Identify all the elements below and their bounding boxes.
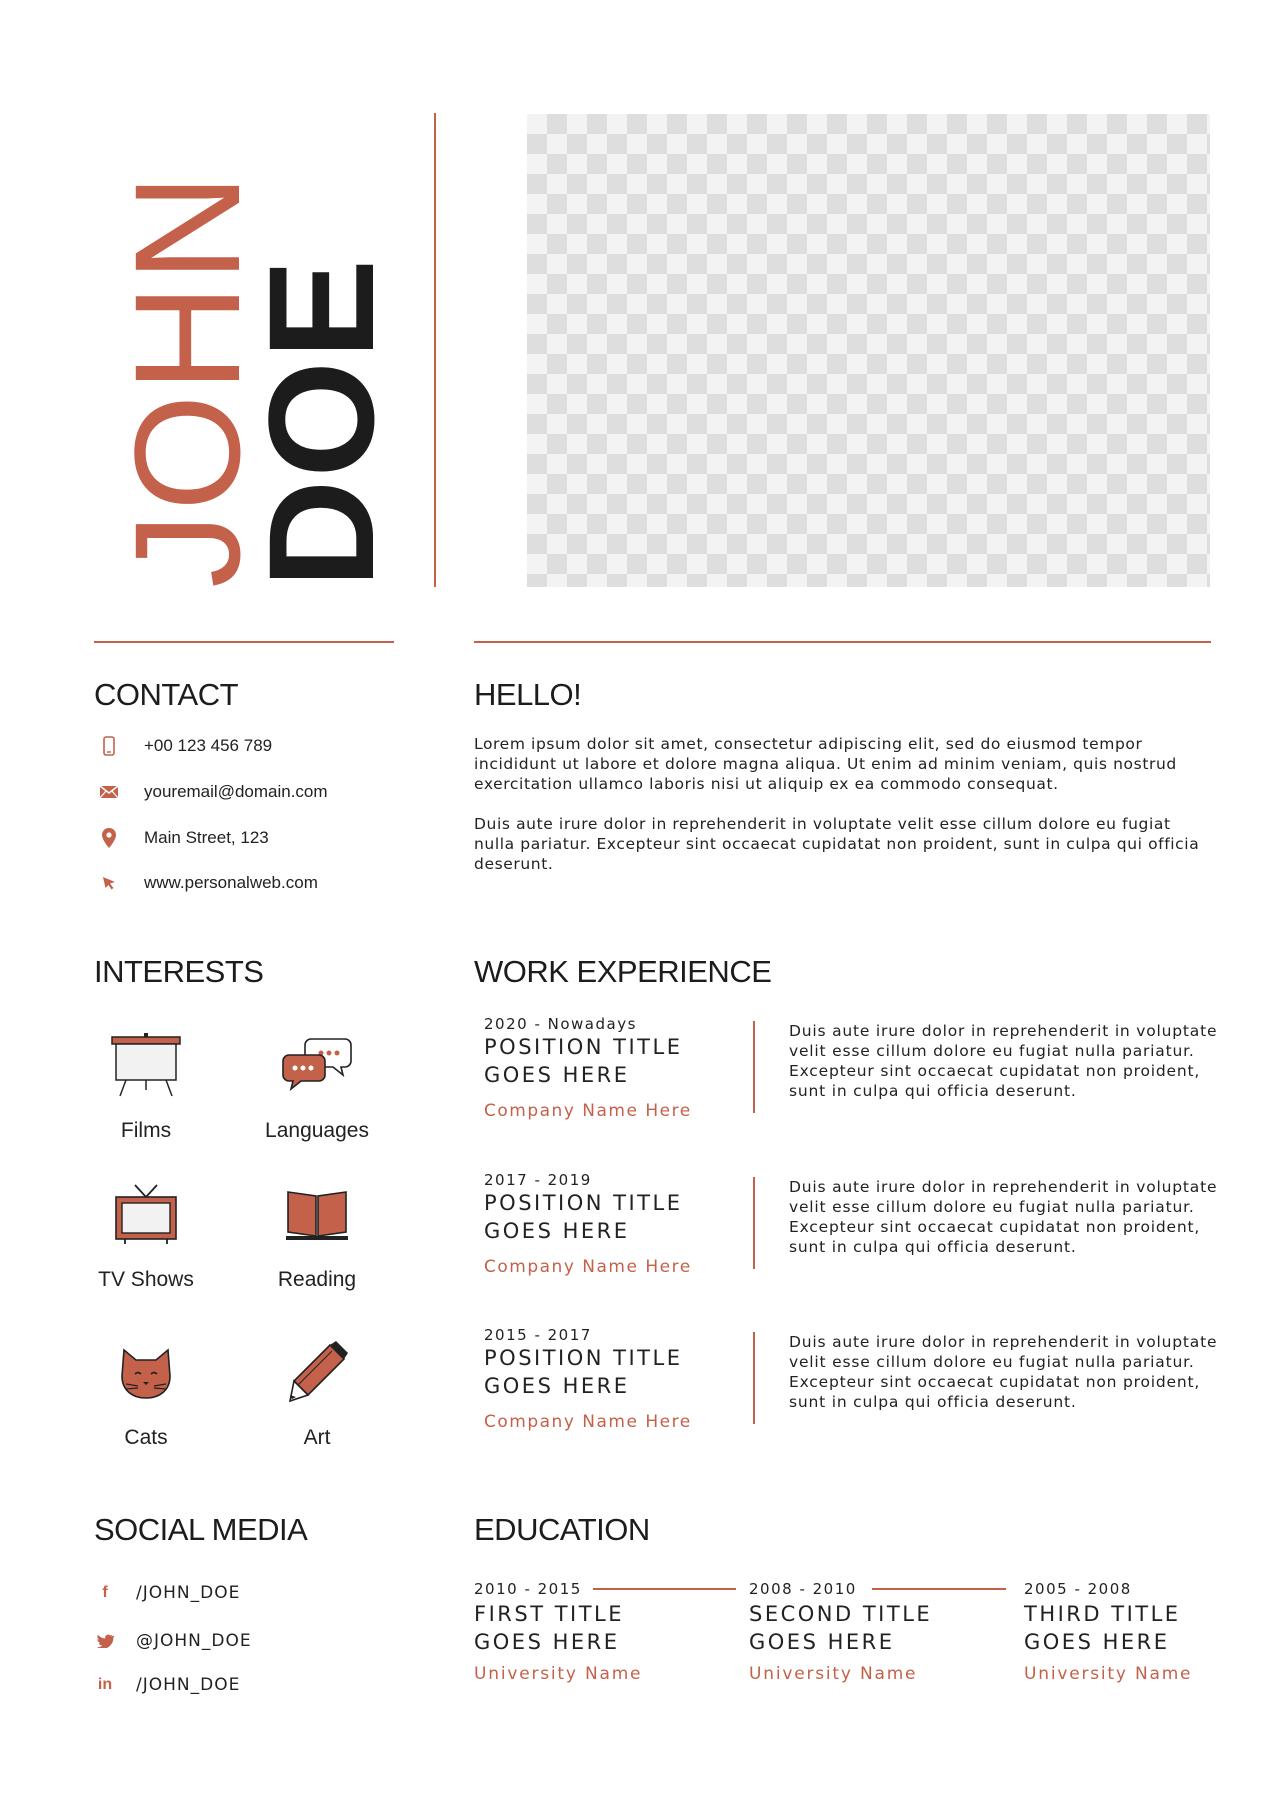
edu-university: University Name: [474, 1664, 643, 1684]
contact-phone: [94, 731, 272, 761]
job-title-line1: POSITION TITLE: [484, 1191, 683, 1215]
interest-label: Cats: [124, 1426, 168, 1449]
hello-paragraph-2: Duis aute irure dolor in reprehenderit in voluptate velit esse cillum dolore eu fugiat nulla pariatur. Excepteur sint occaecat cupidatat non proident, sunt in culpa qui officia deserunt.: [474, 815, 1200, 873]
job-company: Company Name Here: [484, 1412, 692, 1432]
name-divider: [434, 113, 436, 587]
job-title-line2: GOES HERE: [484, 1063, 630, 1087]
job-title-line1: POSITION TITLE: [484, 1035, 683, 1059]
contact-website-text: www.personalweb.com: [144, 873, 318, 892]
job-description: Duis aute irure dolor in reprehenderit in voluptate velit esse cillum dolore eu fugiat nulla pariatur. Excepteur sint occaecat cupidatat non proident, sunt in culpa qui officia deserunt.: [789, 1178, 1218, 1256]
facebook-icon: f: [102, 1584, 108, 1601]
interest-label: TV Shows: [98, 1268, 194, 1291]
interests-heading: INTERESTS: [94, 954, 264, 989]
job-date: 2020 - Nowadays: [484, 1015, 637, 1033]
job-title-line2: GOES HERE: [484, 1219, 630, 1243]
interest-label: Films: [120, 1119, 172, 1142]
edu-title-line2: GOES HERE: [1024, 1630, 1170, 1654]
job-title: [484, 1189, 682, 1245]
edu-university: University Name: [749, 1664, 918, 1684]
projector-screen-icon: [61, 1025, 231, 1105]
job-divider: [753, 1332, 755, 1424]
twitter-icon: [94, 1634, 116, 1648]
job-entry-2: [484, 1171, 1224, 1281]
location-pin-icon: [94, 823, 124, 853]
job-divider: [753, 1021, 755, 1113]
edu-title-line1: THIRD TITLE: [1024, 1602, 1181, 1626]
edu-date: 2008 - 2010: [749, 1580, 857, 1598]
interest-films: [61, 1025, 231, 1143]
contact-address: [94, 823, 269, 853]
social-facebook[interactable]: [94, 1578, 240, 1608]
interest-art: [232, 1332, 402, 1450]
hello-paragraph-1: Lorem ipsum dolor sit amet, consectetur adipiscing elit, sed do eiusmod tempor incididunt ut labore et dolore magna aliqua. Ut enim ad minim veniam, quis nostrud exercitation ullamco laboris nisi ut aliquip ex ea commodo consequat.: [474, 735, 1177, 793]
last-name: DOE: [237, 256, 405, 588]
edu-title: [749, 1600, 1009, 1656]
job-entry-1: [484, 1015, 1224, 1125]
education-heading: EDUCATION: [474, 1512, 650, 1547]
job-date: 2015 - 2017: [484, 1326, 592, 1344]
edu-date: 2010 - 2015: [474, 1580, 582, 1598]
photo-placeholder: [527, 114, 1210, 587]
social-heading: SOCIAL MEDIA: [94, 1512, 308, 1547]
cat-icon: [61, 1332, 231, 1412]
edu-title-line2: GOES HERE: [474, 1630, 620, 1654]
interest-label: Languages: [265, 1119, 369, 1142]
job-title: [484, 1033, 682, 1089]
phone-icon: [94, 731, 124, 761]
contact-email-text: youremail@domain.com: [144, 782, 328, 801]
education-entry-2: [749, 1580, 1009, 1684]
envelope-icon: [94, 777, 124, 807]
job-company: Company Name Here: [484, 1101, 692, 1121]
work-heading: WORK EXPERIENCE: [474, 954, 772, 989]
edu-title-line1: SECOND TITLE: [749, 1602, 933, 1626]
job-date: 2017 - 2019: [484, 1171, 592, 1189]
interest-label: Reading: [277, 1268, 357, 1291]
job-description: Duis aute irure dolor in reprehenderit in voluptate velit esse cillum dolore eu fugiat nulla pariatur. Excepteur sint occaecat cupidatat non proident, sunt in culpa qui officia deserunt.: [789, 1333, 1218, 1411]
edu-title: [474, 1600, 734, 1656]
interest-cats: [61, 1332, 231, 1450]
interest-reading: [232, 1174, 402, 1292]
social-handle: /JOHN_DOE: [136, 1675, 241, 1695]
right-rule: [474, 641, 1211, 643]
tv-icon: [61, 1174, 231, 1254]
edu-date: 2005 - 2008: [1024, 1580, 1132, 1598]
social-handle: /JOHN_DOE: [136, 1583, 241, 1603]
social-linkedin[interactable]: [94, 1670, 240, 1700]
edu-university: University Name: [1024, 1664, 1193, 1684]
cursor-icon: [94, 868, 124, 898]
interest-tv-shows: [61, 1174, 231, 1292]
job-title-line2: GOES HERE: [484, 1374, 630, 1398]
interest-label: Art: [303, 1426, 331, 1449]
edu-title-line1: FIRST TITLE: [474, 1602, 625, 1626]
social-twitter[interactable]: [94, 1626, 252, 1656]
contact-phone-text: +00 123 456 789: [144, 736, 273, 755]
interest-languages: [232, 1025, 402, 1143]
education-entry-3: [1024, 1580, 1280, 1684]
job-title: [484, 1344, 682, 1400]
first-name: JOHN: [103, 171, 271, 588]
left-rule: [94, 641, 394, 643]
edu-title: [1024, 1600, 1280, 1656]
edu-title-line2: GOES HERE: [749, 1630, 895, 1654]
hello-heading: HELLO!: [474, 677, 582, 712]
speech-bubbles-icon: [232, 1025, 402, 1105]
education-entry-1: [474, 1580, 734, 1684]
linkedin-icon: in: [97, 1676, 113, 1693]
job-title-line1: POSITION TITLE: [484, 1346, 683, 1370]
contact-email[interactable]: [94, 777, 328, 807]
contact-heading: CONTACT: [94, 677, 239, 712]
job-company: Company Name Here: [484, 1257, 692, 1277]
contact-website[interactable]: [94, 868, 318, 898]
job-entry-3: [484, 1326, 1224, 1436]
job-divider: [753, 1177, 755, 1269]
pencil-icon: [232, 1332, 402, 1412]
contact-address-text: Main Street, 123: [144, 828, 269, 847]
job-description: Duis aute irure dolor in reprehenderit in voluptate velit esse cillum dolore eu fugiat nulla pariatur. Excepteur sint occaecat cupidatat non proident, sunt in culpa qui officia deserunt.: [789, 1022, 1218, 1100]
hello-text: [474, 734, 1214, 874]
open-book-icon: [232, 1174, 402, 1254]
social-handle: @JOHN_DOE: [136, 1631, 252, 1651]
